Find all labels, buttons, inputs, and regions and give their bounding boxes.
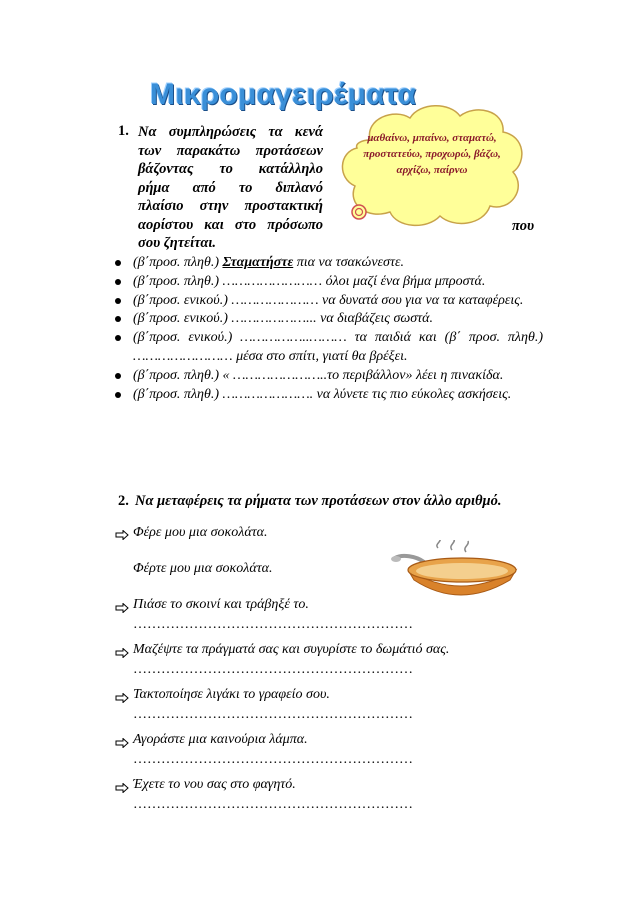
arrow-right-icon	[115, 648, 129, 658]
q1-line: ρήμα από το διπλανό	[138, 179, 323, 196]
bullet-icon	[115, 279, 121, 285]
answer-blank[interactable]: ……………..……… τα παιδιά και (β΄ προσ. πληθ.) …………………… μέσα στο σπίτι, γιατί θα βρέξει.	[133, 330, 543, 364]
list-item: (β΄προσ. πληθ.) …………………. να λύνετε τις πιο εύκολες ασκήσεις.	[133, 386, 543, 405]
arrow-right-icon	[115, 738, 129, 748]
q1-trailing-word: που	[512, 218, 535, 234]
q1-line: βάζοντας το κατάλληλο	[138, 161, 323, 177]
cooking-pan-icon	[390, 540, 525, 602]
exercise-answer: Φέρτε μου μια σοκολάτα.	[133, 561, 273, 576]
q1-line: σου ζητείται.	[138, 235, 217, 251]
q1-line: αορίστου και στο πρόσωπο	[138, 216, 323, 233]
exercise-sentence: Πιάσε το σκοινί και τράβηξέ το.	[133, 597, 309, 612]
bullet-list	[133, 254, 543, 404]
q1-line: πλαίσιο στην προστακτική	[138, 198, 323, 214]
exercise-answer-blank[interactable]: ……………………………………………………	[133, 662, 413, 677]
bullet-icon	[115, 298, 121, 304]
exercise-sentence: Φέρε μου μια σοκολάτα.	[133, 525, 268, 540]
list-item: (β΄προσ. ενικού.) ……………..……… τα παιδιά και (β΄ προσ. πληθ.) …………………… μέσα στο σπίτι, γιατί θα βρέξει.	[133, 329, 543, 367]
answer-blank[interactable]: « …………………..το περιβάλλον» λέει η πινακίδα.	[222, 367, 504, 383]
arrow-right-icon	[115, 693, 129, 703]
exercise-sentence: Μαζέψτε τα πράγματά σας και συγυρίστε το δωμάτιό σας.	[133, 642, 450, 657]
q1-line: Να συμπληρώσεις τα κενά	[138, 124, 323, 140]
bullet-icon	[115, 373, 121, 379]
answer-blank[interactable]: …………………. να λύνετε τις πιο εύκολες ασκήσεις.	[222, 386, 512, 402]
arrow-right-icon	[115, 530, 129, 540]
answer-filled: Σταματήστε	[222, 255, 294, 270]
exercise-sentence: Αγοράστε μια καινούρια λάμπα.	[133, 732, 308, 747]
word-cloud	[335, 100, 530, 235]
bullet-icon	[115, 260, 121, 266]
answer-blank[interactable]: ………………... να διαβάζεις σωστά.	[231, 311, 434, 327]
list-item: (β΄προσ. πληθ.) Σταματήστε πια να τσακώνεστε.	[133, 254, 543, 273]
list-item: (β΄προσ. ενικού.) ………………… να δυνατά σου για να τα καταφέρεις.	[133, 292, 543, 311]
q2-instruction: Να μεταφέρεις τα ρήματα των προτάσεων στον άλλο αριθμό.	[135, 493, 502, 509]
exercise-answer-blank[interactable]: ……………………………………………………	[133, 707, 413, 722]
q2-number: 2.	[118, 493, 129, 509]
exercise-answer-blank[interactable]: ……………………………………………………	[133, 752, 413, 767]
list-item: (β΄προσ. ενικού.) ………………... να διαβάζεις σωστά.	[133, 310, 543, 329]
q1-number: 1.	[118, 123, 129, 139]
answer-blank[interactable]: ………………… να δυνατά σου για να τα καταφέρεις.	[231, 292, 524, 308]
exercise-answer-blank[interactable]: ……………………………………………………	[133, 617, 413, 632]
arrow-right-icon	[115, 783, 129, 793]
page-title: Μικρομαγειρέματα	[150, 78, 417, 111]
exercise-answer-blank[interactable]: ……………………………………………………	[133, 797, 413, 812]
bullet-icon	[115, 335, 121, 341]
exercise-sentence: Έχετε το νου σας στο φαγητό.	[133, 777, 296, 792]
list-item: (β΄προσ. πληθ.) …………………… όλοι μαζί ένα βήμα μπροστά.	[133, 273, 543, 292]
list-item: (β΄προσ. πληθ.) « …………………..το περιβάλλον» λέει η πινακίδα.	[133, 367, 543, 386]
bullet-icon	[115, 316, 121, 322]
q1-instruction	[138, 123, 323, 253]
word-box-text: μαθαίνω, μπαίνω, σταματώ, προστατεύω, προχωρώ, βάζω, αρχίζω, παίρνω	[363, 132, 501, 176]
arrow-right-icon	[115, 603, 129, 613]
answer-blank[interactable]: …………………… όλοι μαζί ένα βήμα μπροστά.	[222, 273, 486, 289]
bullet-icon	[115, 392, 121, 398]
q1-line: των παρακάτω προτάσεων	[138, 142, 323, 159]
exercise-sentence: Τακτοποίησε λιγάκι το γραφείο σου.	[133, 687, 330, 702]
